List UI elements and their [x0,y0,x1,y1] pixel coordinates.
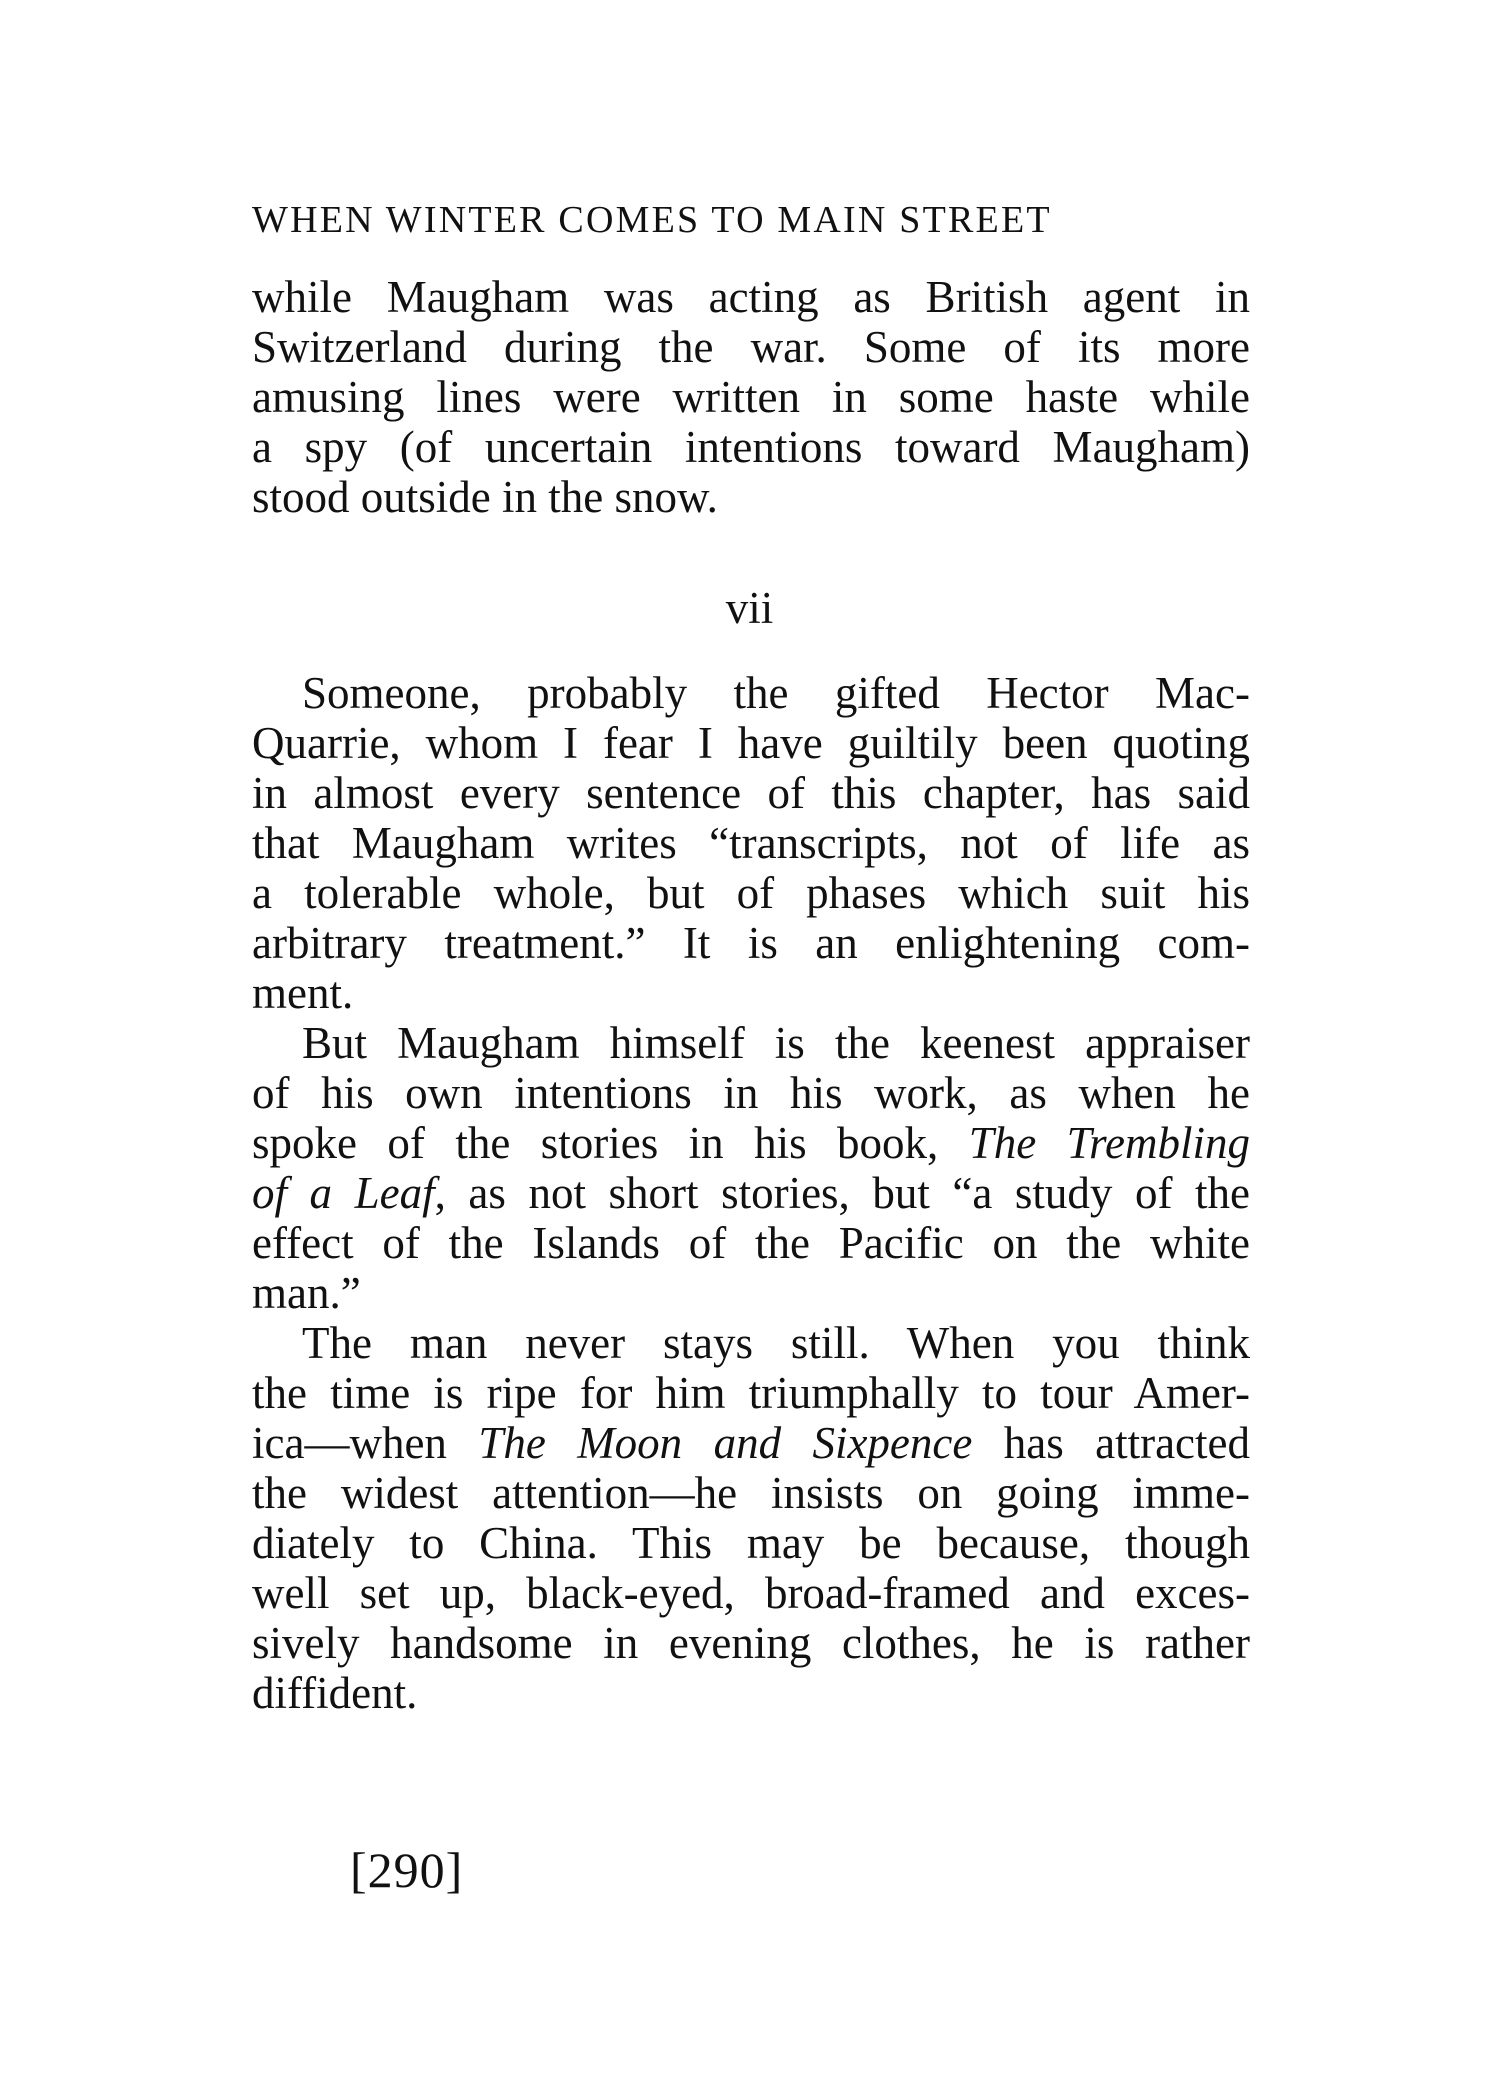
section-number: vii [725,583,774,633]
text-line: of his own intentions in his work, as when he [252,1068,1250,1118]
text-line [252,1168,1250,1218]
text-line: Switzerland during the war. Some of its more [252,322,1250,372]
text-line: Quarrie, whom I fear I have guiltily been quoting [252,718,1250,768]
text-line: a spy (of uncertain intentions toward Maugham) [252,422,1250,472]
paragraph-continued [252,272,1250,522]
text-line: sively handsome in evening clothes, he is rather [252,1618,1250,1668]
running-head: WHEN WINTER COMES TO MAIN STREET [252,199,1052,241]
text-line: diately to China. This may be because, though [252,1518,1250,1568]
text-line: while Maugham was acting as British agent in [252,272,1250,322]
text-fragment: has attracted [972,1418,1251,1468]
text-block-top [252,272,1250,522]
text-line: amusing lines were written in some haste while [252,372,1250,422]
text-line: in almost every sentence of this chapter, has said [252,768,1250,818]
text-line: diffident. [252,1668,418,1718]
text-line: The man never stays still. When you think [302,1318,1250,1368]
text-line: ment. [252,968,354,1018]
paragraph-appraiser [252,1018,1250,1318]
text-line: effect of the Islands of the Pacific on the white [252,1218,1250,1268]
text-line: man.” [252,1268,361,1318]
text-line: the time is ripe for him triumphally to tour Amer- [252,1368,1250,1418]
paragraph-never-stays-still [252,1318,1250,1718]
text-fragment: , as not short stories, but “a study of the [434,1168,1250,1218]
book-title-italic: of a Leaf [252,1168,435,1218]
text-fragment: spoke of the stories in his book, [252,1118,969,1168]
text-line [252,1118,1250,1168]
text-line: But Maugham himself is the keenest appraiser [302,1018,1250,1068]
text-block-main [252,668,1250,1718]
text-line: Someone, probably the gifted Hector Mac- [302,668,1250,718]
paragraph-someone [252,668,1250,1018]
text-line: well set up, black-eyed, broad-framed and exces- [252,1568,1250,1618]
text-line: the widest attention—he insists on going imme- [252,1468,1250,1518]
text-line: a tolerable whole, but of phases which suit his [252,868,1250,918]
text-line [252,1418,1250,1468]
page-number: [290] [350,1842,464,1898]
book-title-italic: The Trembling [968,1118,1250,1168]
book-title-italic: The Moon and Sixpence [478,1418,973,1468]
text-line: that Maugham writes “transcripts, not of life as [252,818,1250,868]
text-line: arbitrary treatment.” It is an enlightening com- [252,918,1250,968]
text-fragment: ica—when [252,1418,479,1468]
text-line: stood outside in the snow. [252,472,718,522]
